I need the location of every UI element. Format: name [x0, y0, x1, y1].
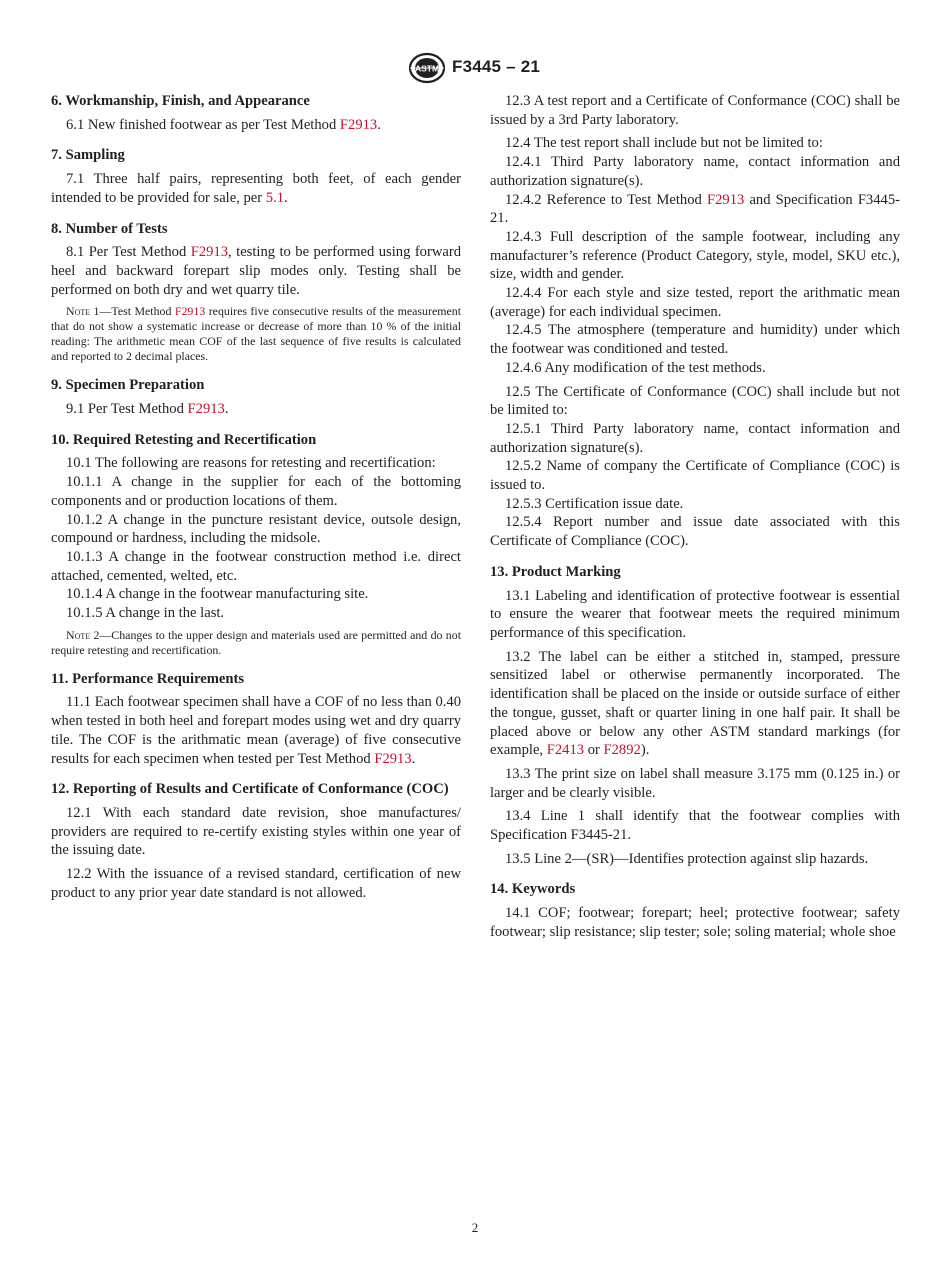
paragraph — [490, 850, 900, 869]
text-span: 8.1 Per Test Method — [66, 244, 191, 261]
text-span: 12.4.6 Any modification of the test methods. — [505, 359, 766, 376]
text-span: 10.1.5 A change in the last. — [66, 605, 225, 622]
text-span: 14.1 COF; footwear; forepart; heel; protective footwear; safety footwear; slip resistance; slip tester; sole; soling material; whole shoe — [490, 905, 900, 940]
note-label: Note — [66, 304, 91, 319]
paragraph — [51, 473, 461, 510]
paragraph — [490, 457, 900, 494]
text-span: 11.1 Each footwear specimen shall have a COF of no less than 0.40 when tested in both heel and forepart modes using wet and dry quarry tile. The COF is the arithmatic mean (average) of five consecutive results for each specimen when tested per Test Method — [51, 694, 461, 767]
paragraph — [51, 585, 461, 604]
text-span: and Specification F3445-21. — [490, 191, 900, 227]
text-span: . — [377, 116, 381, 133]
paragraph — [51, 400, 461, 419]
reference-link[interactable]: F2913 — [190, 244, 229, 261]
text-span: 10.1 The following are reasons for retesting and recertification: — [66, 455, 436, 472]
paragraph — [51, 865, 461, 902]
text-span: . — [284, 189, 288, 206]
text-span: 1—Test Method — [90, 304, 175, 319]
text-span: 12.5.4 Report number and issue date associated with this Certificate of Compliance (COC). — [490, 514, 900, 550]
paragraph — [51, 243, 461, 299]
text-span: 13.1 Labeling and identification of protective footwear is essential to ensure the wearer that footwear meets the required minimum performance of this specification. — [490, 587, 900, 641]
paragraph — [490, 495, 900, 514]
text-span: 13.2 The label can be either a stitched in, stamped, pressure sensitized label or otherwise permanently incorporated. The identification shall be placed on the inside or outside surface of either the tongue, gusset, shaft or quarter lining in one half pair. It shall be placed above or below any other ASTM standard markings (for example, — [490, 648, 900, 759]
paragraph — [490, 765, 900, 802]
text-span: 13.3 The print size on label shall measure 3.175 mm (0.125 in.) or larger and be clearly visible. — [490, 765, 900, 801]
text-span: 12.4.4 For each style and size tested, report the arithmatic mean (average) for each individual specimen. — [490, 285, 900, 320]
section-heading: 7. Sampling — [51, 147, 125, 164]
text-span: 12.4.2 Reference to Test Method — [505, 191, 707, 208]
paragraph — [51, 511, 461, 548]
text-span: 10.1.1 A change in the supplier for each of the bottoming components and or production locations of them. — [51, 474, 461, 509]
reference-link[interactable]: F2913 — [374, 750, 412, 767]
section-heading: 11. Performance Requirements — [51, 670, 245, 687]
paragraph — [490, 321, 900, 358]
text-span: . — [411, 750, 416, 767]
reference-link[interactable]: F2913 — [174, 304, 206, 319]
left-column — [51, 92, 461, 908]
reference-link[interactable]: 5.1 — [265, 189, 285, 206]
section-heading: 9. Specimen Preparation — [51, 377, 205, 394]
note-label: Note — [66, 627, 91, 642]
paragraph — [490, 513, 900, 550]
paragraph — [51, 548, 461, 585]
paragraph — [490, 153, 900, 190]
text-span: 12.4 The test report shall include but not be limited to: — [505, 135, 823, 152]
text-span: 10.1.3 A change in the footwear construction method i.e. direct attached, cemented, welted, etc. — [51, 548, 461, 584]
paragraph — [51, 693, 461, 768]
text-span: 13.5 Line 2—(SR)—Identifies protection against slip hazards. — [505, 850, 869, 867]
text-span: 10.1.4 A change in the footwear manufacturing site. — [66, 586, 369, 603]
paragraph — [490, 92, 900, 129]
section-heading: 12. Reporting of Results and Certificate of Conformance (COC) — [51, 781, 449, 798]
text-span: 13.4 Line 1 shall identify that the footwear complies with Specification F3445-21. — [490, 808, 900, 844]
reference-link[interactable]: F2913 — [339, 116, 378, 133]
section-heading: 6. Workmanship, Finish, and Appearance — [51, 93, 310, 109]
text-span: 9.1 Per Test Method — [66, 401, 188, 418]
text-span: 2—Changes to the upper design and materials used are permitted and do not require retesting and recertification. — [51, 627, 461, 657]
text-span: 12.1 With each standard date revision, shoe manufactures/ providers are required to re-certify existing styles within one year of the issuing date. — [51, 804, 461, 859]
paragraph — [51, 170, 461, 207]
paragraph — [490, 807, 900, 844]
paragraph — [490, 228, 900, 284]
text-span: requires five consecutive results of the measurement that do not show a systematic increase or decrease of more than 10 % of the initial reading: The arithmetic mean COF of the last sequence of five results is calculated and reported to 2 decimal places. — [51, 304, 461, 364]
text-span: 7.1 Three half pairs, representing both feet, of each gender intended to be provided for sale, per — [51, 171, 461, 206]
section-heading: 14. Keywords — [490, 881, 576, 898]
section-heading: 13. Product Marking — [490, 563, 621, 580]
text-span: 12.4.5 The atmosphere (temperature and humidity) under which the footwear was conditioned and tested. — [490, 322, 900, 358]
page-number: 2 — [471, 1220, 479, 1235]
reference-link[interactable]: F2913 — [706, 191, 745, 208]
text-span: 12.4.1 Third Party laboratory name, contact information and authorization signature(s). — [490, 154, 900, 189]
page-header — [0, 52, 950, 86]
text-span: 12.5 The Certificate of Conformance (COC) shall include but not be limited to: — [490, 383, 900, 419]
paragraph — [490, 383, 900, 420]
note-paragraph — [51, 628, 461, 658]
text-span: , testing to be performed using forward heel and backward forepart slip modes only. Testing shall be performed on both dry and wet quarry tile. — [51, 244, 462, 298]
reference-link[interactable]: F2913 — [187, 401, 225, 418]
section-heading: 10. Required Retesting and Recertification — [51, 431, 317, 448]
reference-link[interactable]: F2892 — [603, 742, 641, 759]
text-span: 12.2 With the issuance of a revised standard, certification of new product to any prior year date standard is not allowed. — [51, 866, 461, 901]
text-span: 12.4.3 Full description of the sample footwear, including any manufacturer’s reference (Product Category, style, model, SKU etc.), size, width and gender. — [490, 228, 900, 283]
text-span: ). — [640, 742, 650, 759]
paragraph — [490, 648, 900, 760]
paragraph — [490, 904, 900, 941]
note-paragraph — [51, 304, 461, 364]
text-span: . — [224, 401, 229, 418]
paragraph — [490, 359, 900, 378]
section-heading: 8. Number of Tests — [51, 220, 168, 237]
text-span: 10.1.2 A change in the puncture resistant device, outsole design, compound or hardness, including the midsole. — [51, 511, 461, 547]
document-designation: F3445 – 21 — [452, 57, 541, 76]
text-span: 12.5.1 Third Party laboratory name, contact information and authorization signature(s). — [490, 420, 900, 456]
paragraph — [490, 420, 900, 457]
paragraph — [51, 804, 461, 860]
paragraph — [490, 134, 900, 153]
astm-logo-icon — [408, 52, 446, 84]
paragraph — [490, 587, 900, 643]
text-span: 12.5.2 Name of company the Certificate of Compliance (COC) is issued to. — [490, 458, 900, 494]
logo-text: ASTM — [414, 63, 440, 74]
paragraph — [51, 116, 461, 135]
paragraph — [490, 191, 900, 228]
reference-link[interactable]: F2413 — [546, 742, 585, 759]
text-span: 12.3 A test report and a Certificate of Conformance (COC) shall be issued by a 3rd Party laboratory. — [490, 93, 900, 128]
text-span: or — [584, 742, 604, 759]
paragraph — [51, 454, 461, 473]
text-span: 12.5.3 Certification issue date. — [505, 495, 684, 512]
paragraph — [490, 284, 900, 321]
paragraph — [51, 604, 461, 623]
right-column — [490, 92, 900, 947]
text-span: 6.1 New finished footwear as per Test Method — [66, 116, 340, 133]
